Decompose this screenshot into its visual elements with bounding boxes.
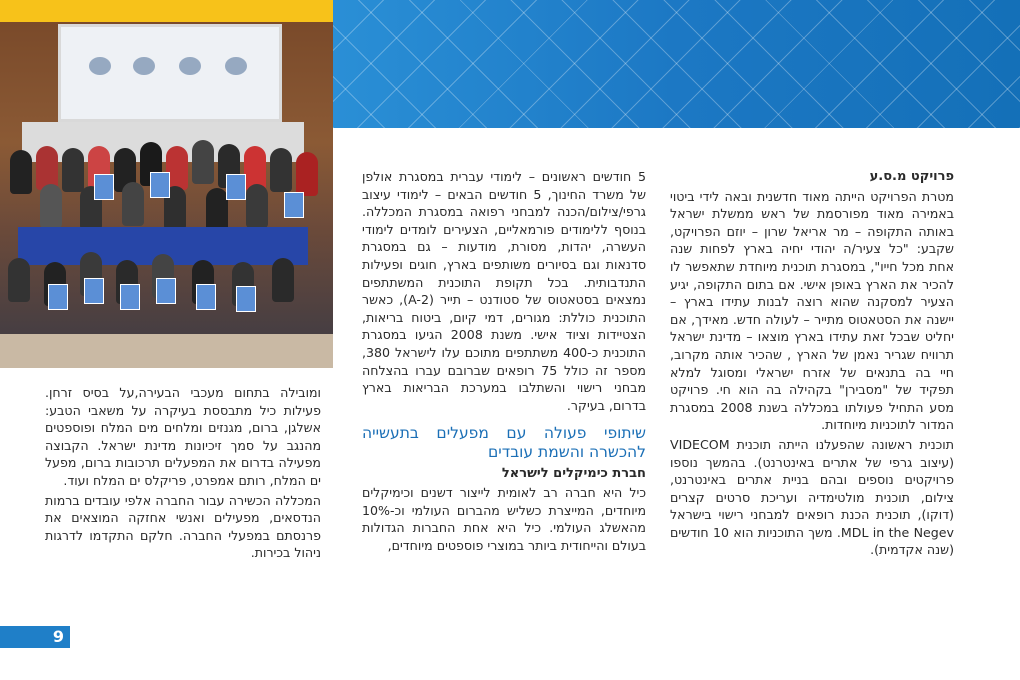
right-text-column (670, 168, 954, 561)
floor (0, 334, 333, 368)
paragraph: ומובילה בתחום מעכבי הבעירה,על בסיס זרחן. פעילות כיל מתבססת בעיקרה על משאבי הטבע: אשלגן, ברום, מגנזים ומלחים מים המלח ופוספטים מהנגב על סמך זיכיונות מדינת ישראל. הקבוצה מפעילה בדרום את המפעלים תרכובות ברום, מפעל ים המלח, רותם אמפרט, פריקלס ים המלח ועוד. (45, 385, 321, 488)
paragraph: 5 חודשים ראשונים – לימודי עברית במסגרת אולפן של משרד החינוך, 5 חודשים הבאים – לימודי עיצוב גרפי/צילום/הכנה למבחני רפואה במסגרת המכללה. בנוסף ללימודים פורמאליים, הצעירים לומדים לימודי העשרה, יהדות, מסורת, מודעות – גם במסגרת סדנאות וגם בסיורים משותפים בארץ, חוגים ופעילות התנדבותית. בכל תקופת התוכנית המשתתפים נמצאים בסטאטוס של סטודנט – תייר (A-2), כאשר התוכנית כוללת: מגורים, דמי קיום, ביטוח בריאות, הצטיידות וציוד אישי. משנת 2008 הגיעו במסגרת התוכנית כ-400 משתתפים מתוכם עלו לישראל 380, מספר זה כולל 75 רופאים שברובם עברו בהצלחה מבחני רישוי והשתלבו במערכת הבריאות בארץ בדרום, בעיקר. (362, 169, 646, 413)
left-text-column (45, 384, 321, 564)
section-heading: שיתופי פעולה עם מפעלים בתעשייה להכשרה והשמת עובדים (362, 424, 646, 462)
paragraph: תוכנית ראשונה שהפעלנו הייתה תוכנית VIDECOM (עיצוב גרפי של אתרים באינטרנט). בהמשך נוספו פרויקטים נוספים ובהם בניית אתרים באינטרנט, צילום, תוכנית מולטימדיה ועריכת סרטים קצרים (דוקו), תוכנית הכנת רופאים למבחני רישוי בישראל MDL in the Negev. משך התוכניות הוא 10 חודשים (שנה אקדמית). (670, 436, 954, 558)
middle-text-column (362, 168, 646, 556)
section-title: פרויקט מ.ס.ע (869, 169, 954, 184)
paragraph: מטרת הפרויקט הייתה מאוד חדשנית ובאה לידי ביטוי באמירה מאוד מפורסמת של ראש ממשלת ישראל באותה התקופה – מר אריאל שרון – יוזם הפרויקט, שקבע: "כל צעיר/ה יהודי יחיה בארץ לפחות שנה אחת מכל חייו", במסגרת תוכנית מיוחדת שתאפשר לו להכיר את הארץ באופן אישי. אם בתום התקופה, יגיע הצעיר למסקנה שהוא רוצה לבנות עתידו בארץ – יישנה את הסטאטוס מתייר – לעולה חדש. מאידך, אם יחליט שבכל זאת עתידו בארץ מוצאו – מדינת ישראל תרוויח שגריר נאמן של הארץ , שהכיר אותה מקרוב, חיי בה בתנאים של אזרח ישראלי ומסוגל למלא תפקיד של "מסבירן" בקהילה בה הוא חי. פרויקט מסע התחיל פעולתו במכללה בשנת 2008 במסגרת המדור לתוכניות מיוחדות. (670, 188, 954, 433)
accent-bar (0, 0, 333, 22)
paragraph: כיל היא חברה רב לאומית לייצור דשנים וכימיקלים מיוחדים, המייצרת כשליש מהברום העולמי וכ-10% מהאשלג העולמי. כיל היא אחת החברות הגדולות בעולם והייחודית ביותר במוצרי פוספטים מיוחדים, (362, 484, 646, 553)
projection-screen (58, 24, 282, 122)
page-number: 9 (0, 626, 70, 648)
paragraph: המכללה הכשירה עבור החברה אלפי עובדים ברמות הנדסאים, מפעילים ואנשי אחזקה המוצאים את פרנסתם במפעלי החברה. חלקם התקדמו לדרגות ניהול בכירות. (45, 492, 321, 561)
header-banner (333, 0, 1020, 128)
group-photo (0, 22, 333, 368)
company-heading: חברת כימיקלים לישראל (501, 466, 646, 482)
